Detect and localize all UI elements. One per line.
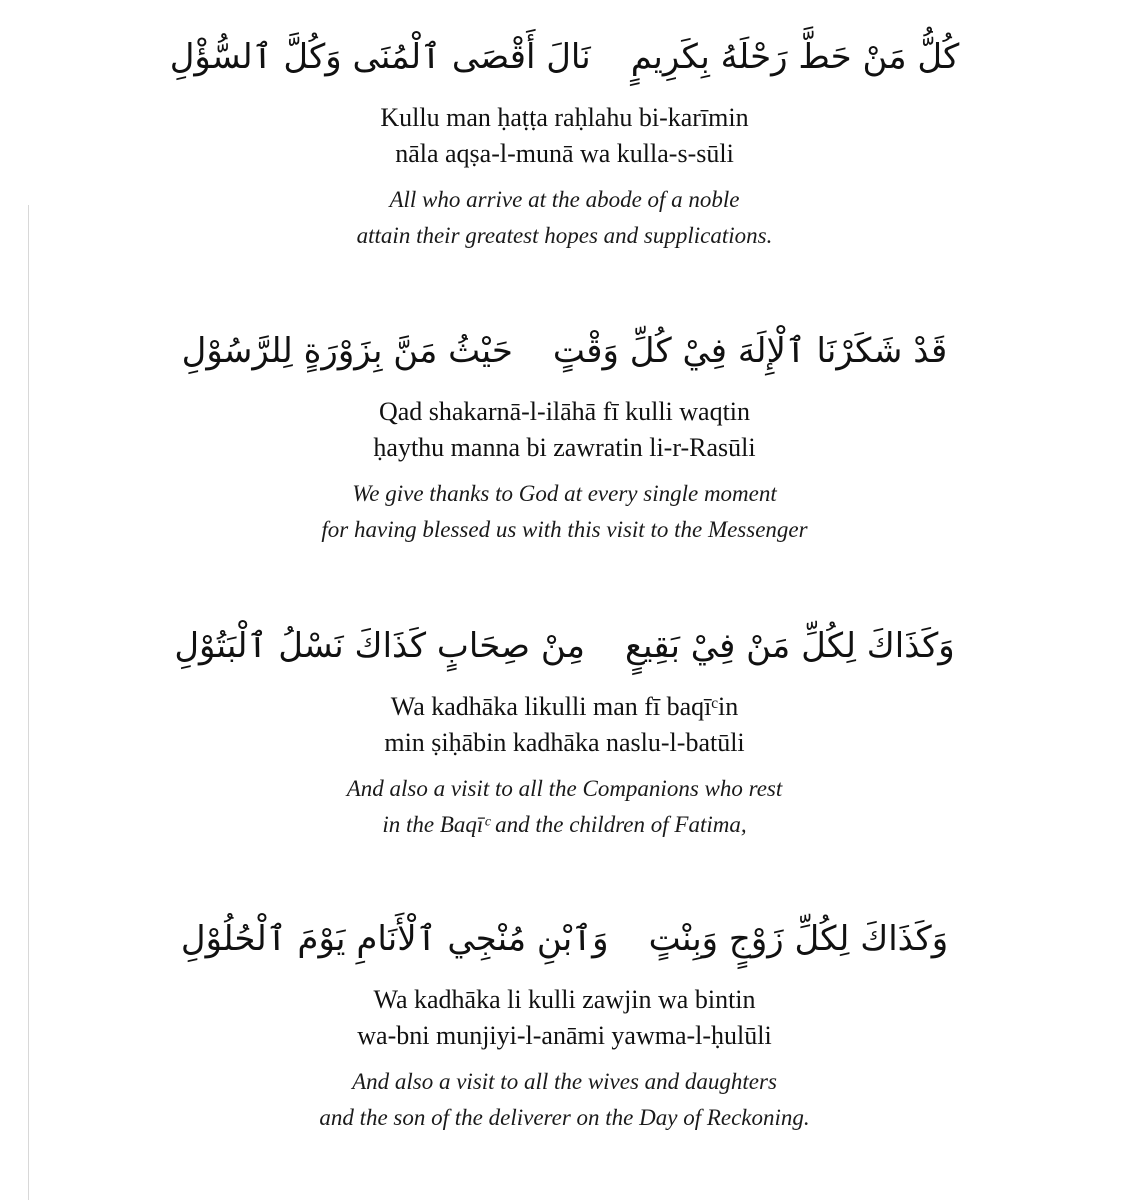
verse-4 [0, 900, 1129, 1136]
verse-3-arabic-first-hemistich: وَكَذَاكَ لِكُلِّ مَنْ فِيْ بَقِيعٍ [624, 626, 955, 666]
verse-1 [0, 18, 1129, 254]
verse-4-translation-line-1: And also a visit to all the wives and daughters [352, 1069, 777, 1094]
verse-2-translation-line-2: for having blessed us with this visit to the Messenger [321, 517, 808, 542]
verse-2-arabic [0, 312, 1129, 390]
verse-3-transliteration-line-2: min ṣiḥābin kadhāka naslu-l-batūli [384, 728, 745, 757]
verse-4-transliteration-line-1: Wa kadhāka li kulli zawjin wa bintin [373, 985, 756, 1014]
verse-2-arabic-second-hemistich: حَيْثُ مَنَّ بِزَوْرَةٍ لِلرَّسُوْلِ [181, 331, 513, 371]
verse-3-arabic-second-hemistich: مِنْ صِحَابٍ كَذَاكَ نَسْلُ ٱلْبَتُوْلِ [174, 626, 585, 666]
verse-3-translation [0, 771, 1129, 843]
verse-3 [0, 607, 1129, 843]
verse-2 [0, 312, 1129, 548]
verse-4-arabic-second-hemistich: وَٱبْنِ مُنْجِي ٱلْأَنَامِ يَوْمَ ٱلْحُلُوْلِ [180, 919, 609, 959]
verse-2-translation [0, 476, 1129, 548]
verse-2-translation-line-1: We give thanks to God at every single moment [352, 481, 777, 506]
verse-1-translation-line-2: attain their greatest hopes and supplications. [356, 223, 773, 248]
verse-1-transliteration-line-1: Kullu man ḥaṭṭa raḥlahu bi-karīmin [380, 103, 749, 132]
verse-4-translation [0, 1064, 1129, 1136]
verse-2-transliteration-line-1: Qad shakarnā-l-ilāhā fī kulli waqtin [378, 397, 751, 426]
verse-3-arabic [0, 607, 1129, 685]
verse-4-transliteration [0, 982, 1129, 1054]
verse-2-transliteration [0, 394, 1129, 466]
verse-1-translation-line-1: All who arrive at the abode of a noble [389, 187, 740, 212]
verse-4-translation-line-2: and the son of the deliverer on the Day of Reckoning. [319, 1105, 810, 1130]
verse-2-arabic-first-hemistich: قَدْ شَكَرْنَا ٱلْإِلَهَ فِيْ كُلِّ وَقْتٍ [552, 331, 948, 371]
verse-2-transliteration-line-2: ḥaythu manna bi zawratin li-r-Rasūli [373, 433, 756, 462]
verse-3-translation-line-1: And also a visit to all the Companions who rest [346, 776, 783, 801]
verse-4-arabic [0, 900, 1129, 978]
verse-1-transliteration-line-2: nāla aqṣa-l-munā wa kulla-s-sūli [395, 139, 734, 168]
verse-1-translation [0, 182, 1129, 254]
verse-4-transliteration-line-2: wa-bni munjiyi-l-anāmi yawma-l-ḥulūli [357, 1021, 772, 1050]
verse-3-transliteration [0, 689, 1129, 761]
verse-3-transliteration-line-1: Wa kadhāka likulli man fī baqīᶜin [390, 692, 739, 721]
verse-3-translation-line-2: in the Baqīᶜ and the children of Fatima, [382, 812, 747, 837]
verse-1-arabic [0, 18, 1129, 96]
verse-1-arabic-first-hemistich: كُلُّ مَنْ حَطَّ رَحْلَهُ بِكَرِيمٍ [630, 37, 960, 77]
verse-4-arabic-first-hemistich: وَكَذَاكَ لِكُلِّ زَوْجٍ وَبِنْتٍ [648, 919, 949, 959]
verse-1-arabic-second-hemistich: نَالَ أَقْصَى ٱلْمُنَى وَكُلَّ ٱلسُّؤْلِ [169, 37, 591, 77]
verse-1-transliteration [0, 100, 1129, 172]
